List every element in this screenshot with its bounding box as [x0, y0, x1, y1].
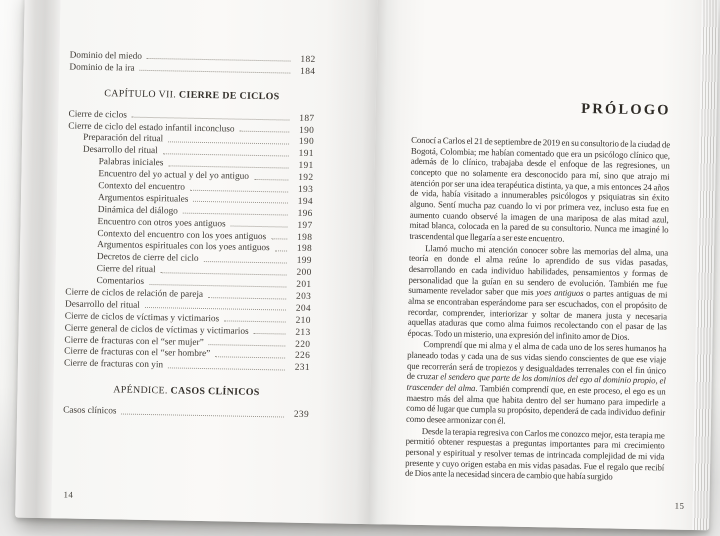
text-run: Desde la terapia regresiva con Carlos me conozco mejor, esta terapia me permitió obtener respuestas a preguntas importantes para mi crecimiento personal y espiritual y resolver temas de intrincada complejidad de mi vida presente y cuyo origen estaba en mis vidas pasadas. Fue el regalo que recibí de Dios ante la necesidad sincera de cambio que había surgido	[404, 425, 665, 482]
text-run: . También comprendí que, en este proceso, el ego es un maestro más del alma que habita dentro del ser humano para impedirle a como dé lugar que cumpla su propósito, dependerá de cada individuo definir como desee armonizar con él.	[405, 383, 666, 426]
toc-entry-page-number: 191	[298, 160, 314, 172]
toc-entry-label: Dinámica del diálogo	[97, 204, 178, 217]
toc-entry-label: Desarrollo del ritual	[64, 299, 141, 311]
toc-dot-leader	[254, 333, 286, 335]
toc-dot-leader	[183, 213, 288, 216]
toc-dot-leader	[168, 165, 288, 168]
toc-entry-page-number: 190	[298, 137, 315, 148]
toc-entry-label: Cierre de fracturas con yin	[63, 358, 164, 371]
toc-entry-label: Cierre de ciclo del estado infantil inconcluso	[68, 121, 235, 135]
toc-entry-label: Comentarios	[96, 276, 145, 288]
toc-dot-leader	[209, 344, 286, 346]
toc	[53, 0, 378, 421]
toc-entry-page-number: 226	[294, 351, 311, 362]
toc-entry-label: Preparación del ritual	[83, 133, 164, 145]
toc-entry-label: Palabras iniciales	[98, 157, 164, 169]
toc-dot-leader	[215, 356, 285, 358]
toc-entry	[63, 404, 309, 420]
text-run: Conocí a Carlos el 21 de septiembre de 2019 en su consultorio de la ciudad de Bogotá, Colombia; me habían comentado que era un psicólogo clínico que, además de lo clínico, trabajaba desde el enfoque de las regresiones, un concepto que no solamente era desconocido para mí, sino que atrajo mi atención por ser una idea terapéutica distinta, ya que, a mis entonces 24 años de vida, había visitado a innumerables psicólogos y psiquiatras sin éxito alguno. Sentí mucha paz cuando lo vi por primera vez, incluso esta fue en aumento cuando observé la imagen de una mariposa de alas mitad azul, mitad blanca, colocada en la pared de su consultorio. Nunca me imaginé lo trascendental que llegaría a ser este encuentro.	[409, 134, 671, 244]
toc-dot-leader	[193, 201, 288, 204]
toc-entry-label: Argumentos espirituales	[97, 192, 189, 205]
toc-dot-leader	[168, 367, 285, 370]
toc-entry-label: Encuentro del yo actual y del yo antiguo	[98, 169, 250, 182]
toc-dot-leader	[161, 272, 287, 275]
toc-entry-page-number: 182	[300, 54, 316, 65]
toc-entry-page-number: 204	[295, 303, 312, 314]
toc-entry-label: Encuentro con otros yoes antiguos	[97, 216, 226, 230]
toc-dot-leader	[190, 189, 288, 192]
toc-entry-label: Dominio del miedo	[69, 50, 143, 62]
toc-entry-page-number: 199	[296, 256, 312, 267]
toc-dot-leader	[275, 250, 287, 251]
toc-section-heading	[69, 87, 315, 103]
toc-entry-label: Cierre de ciclos de relación de pareja	[65, 287, 204, 301]
toc-entry-label: Casos clínicos	[63, 405, 117, 417]
prologue-paragraph	[405, 425, 665, 483]
text-run: Llamó mucho mi atención conocer sobre las memorias del alma, una teoría en donde el alma reúne lo aprendido de sus vidas pasadas, desarrollando en cada individuo habilidades, pensamientos y formas de personalidad que la guían en su sendero de evolución. También me fue sumamente revelador saber que mis	[408, 242, 669, 298]
toc-entry-label: Cierre de fracturas con el “ser mujer”	[64, 335, 204, 348]
toc-dot-leader	[204, 261, 287, 264]
left-page	[51, 0, 378, 524]
toc-entry-page-number: 184	[300, 66, 316, 77]
toc-entry-page-number: 198	[297, 232, 313, 243]
toc-entry-label: Argumentos espirituales con los yoes antiguos	[97, 240, 270, 254]
prologue-body	[405, 135, 670, 484]
toc-entry-label: Dominio de la ira	[69, 62, 135, 74]
right-folio: 15	[674, 500, 685, 511]
toc-entry-page-number: 192	[298, 172, 314, 184]
toc-dot-leader	[140, 70, 291, 74]
toc-heading-title: CIERRE DE CICLOS	[178, 89, 280, 103]
toc-entry-label: Contexto del encuentro con los yoes antiguos	[97, 228, 267, 242]
left-folio: 14	[63, 489, 74, 500]
toc-dot-leader	[224, 321, 286, 323]
italic-phrase: el sendero que parte de los dominios del ego al dominio propio, el trascender del alma	[406, 371, 666, 394]
toc-entry-label: Cierre de ciclos de víctimas y victimarios	[64, 311, 220, 325]
toc-heading-prefix: APÉNDICE.	[113, 384, 171, 397]
toc-entry-page-number: 220	[295, 339, 311, 350]
toc-heading-prefix: CAPÍTULO VII.	[104, 87, 180, 101]
toc-heading-title: CASOS CLÍNICOS	[170, 385, 260, 399]
toc-entry-page-number: 194	[297, 196, 314, 207]
toc-dot-leader	[163, 153, 289, 156]
toc-entry-page-number: 201	[296, 279, 312, 291]
toc-entry-label: Cierre de ciclos	[68, 109, 127, 121]
text-run: o partes antiguas de mi alma se encontraban esperándome para ser escuchados, con el propósito de recordar, comprender, interiorizar y soltar de manera justa y necesaria aquellas ataduras que como alma fuimos recolectando con el pasar de las épocas. Todo un misterio, una expresión del infinito amor de Dios.	[407, 288, 668, 342]
toc-entry-page-number: 198	[296, 244, 313, 255]
toc-entry-page-number: 231	[294, 363, 311, 374]
toc-entry-page-number: 197	[297, 220, 313, 231]
right-page	[368, 0, 702, 530]
toc-dot-leader	[254, 179, 288, 181]
toc-entry-page-number: 190	[299, 125, 315, 136]
toc-entry-page-number: 187	[299, 113, 315, 124]
book-spread	[15, 0, 719, 530]
toc-dot-leader	[240, 131, 290, 133]
toc-entry-page-number: 200	[296, 267, 312, 279]
toc-dot-leader	[208, 297, 286, 299]
toc-section-heading	[63, 384, 309, 400]
toc-entry-page-number: 196	[297, 208, 313, 219]
toc-entry-page-number: 239	[293, 409, 310, 421]
toc-entry-label: Cierre del ritual	[96, 264, 156, 276]
toc-dot-leader	[271, 238, 287, 239]
prologue-paragraph	[408, 242, 669, 343]
toc-entry-label: Contexto del encuentro	[98, 181, 186, 193]
toc-dot-leader	[231, 226, 288, 228]
toc-dot-leader	[122, 413, 285, 417]
toc-entry-page-number: 213	[295, 327, 311, 338]
toc-dot-leader	[168, 141, 289, 144]
toc-entry-page-number: 210	[295, 315, 311, 326]
prologue-paragraph	[406, 339, 667, 429]
toc-entry-label: Cierre general de ciclos de víctimas y victimarios	[64, 323, 249, 337]
prologue-title: PRÓLOGO	[581, 100, 671, 119]
text-run: Comprendí que mi alma y el alma de cada uno de los seres humanos ha planeado todas y cada una de sus vidas siendo conscientes de que ese viaje que recorrerán será de tropiezos y desigualdades terrenales con el fin único de cruzar	[406, 339, 667, 382]
prologue-paragraph	[409, 135, 670, 246]
italic-phrase: yoes antiguos	[536, 287, 584, 299]
toc-entry-page-number: 203	[295, 291, 312, 303]
toc-entry-label: Decretos de cierre del ciclo	[96, 252, 199, 265]
toc-entry-label: Desarrollo del ritual	[82, 145, 158, 157]
toc-entry-page-number: 193	[297, 184, 314, 196]
toc-entry-label: Cierre de fracturas con el “ser hombre”	[64, 346, 211, 360]
toc-entry-page-number: 191	[298, 149, 314, 160]
